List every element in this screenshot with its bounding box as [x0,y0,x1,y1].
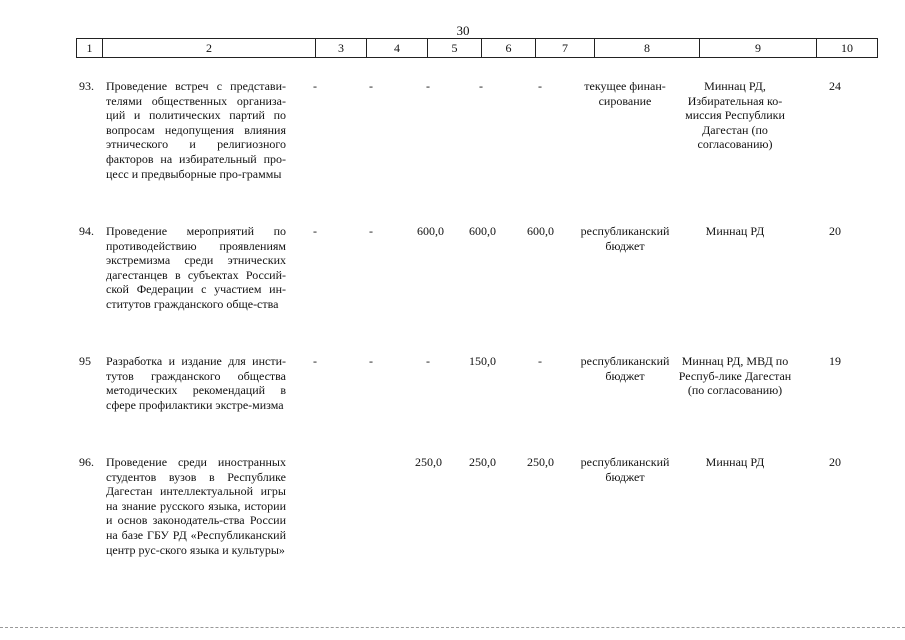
row-col6: 600,0 [469,224,496,238]
column-number-10: 10 [817,39,878,57]
row-funding-source: текущее финан-сирование [584,79,666,108]
column-number-1: 1 [76,39,103,57]
row-col3: - [313,224,317,238]
page-number: 30 [456,23,470,38]
row-executor: Миннац РД [705,455,765,469]
row-col6: 150,0 [469,354,496,368]
column-number-5: 5 [428,39,482,57]
row-col7: 250,0 [527,455,554,469]
row-col6: - [479,79,483,93]
row-col5: - [426,79,430,93]
row-col6: 250,0 [469,455,496,469]
row-executor: Миннац РД [705,224,765,238]
row-col7: - [538,354,542,368]
row-col5: 600,0 [417,224,444,238]
row-description: Разработка и издание для инсти-тутов гражданского общества методических рекомендаций в сфере профилактики экстре-мизма [106,354,286,412]
row-executor: Миннац РД, МВД по Респуб-лике Дагестан (по согласованию) [678,354,792,398]
page-bottom-rule [0,627,905,628]
row-funding-source: республиканский бюджет [580,455,670,484]
row-description: Проведение мероприятий по противодействию проявлениям экстремизма среди этнических дагестанцев в субъектах Россий-ской Федерации с участием ин-ститутов гражданского обще-ства [106,224,286,311]
row-col3: - [313,79,317,93]
row-col7: 600,0 [527,224,554,238]
row-number: 96. [79,455,94,469]
row-description: Проведение встреч с представи-телями общественных организа-ций и политических партий по вопросам недопущения влияния этнического и религиозного факторов на избирательный про-цесс и предвыборные про-граммы [106,79,286,181]
column-number-2: 2 [103,39,316,57]
row-funding-source: республиканский бюджет [580,224,670,253]
row-funding-source: республиканский бюджет [580,354,670,383]
row-number: 94. [79,224,94,238]
row-col5: 250,0 [415,455,442,469]
row-col10: 20 [829,455,841,469]
row-col10: 19 [829,354,841,368]
row-col7: - [538,79,542,93]
column-number-6: 6 [482,39,536,57]
column-number-3: 3 [316,39,367,57]
column-number-4: 4 [367,39,428,57]
row-col4: - [369,79,373,93]
row-executor: Миннац РД, Избирательная ко-миссия Республики Дагестан (по согласованию) [685,79,785,152]
column-number-header [76,38,878,58]
row-number: 95 [79,354,91,368]
row-col10: 20 [829,224,841,238]
row-col10: 24 [829,79,841,93]
row-description: Проведение среди иностранных студентов вузов в Республике Дагестан интеллектуальной игры на знание русского языка, истории и основ законодатель-ства России на базе ГБУ РД «Республиканский центр рус-ского языка и культуры» [106,455,286,557]
row-col4: - [369,354,373,368]
column-number-7: 7 [536,39,595,57]
row-col3: - [313,354,317,368]
row-col4: - [369,224,373,238]
column-number-9: 9 [700,39,817,57]
row-number: 93. [79,79,94,93]
row-col5: - [426,354,430,368]
column-number-8: 8 [595,39,700,57]
